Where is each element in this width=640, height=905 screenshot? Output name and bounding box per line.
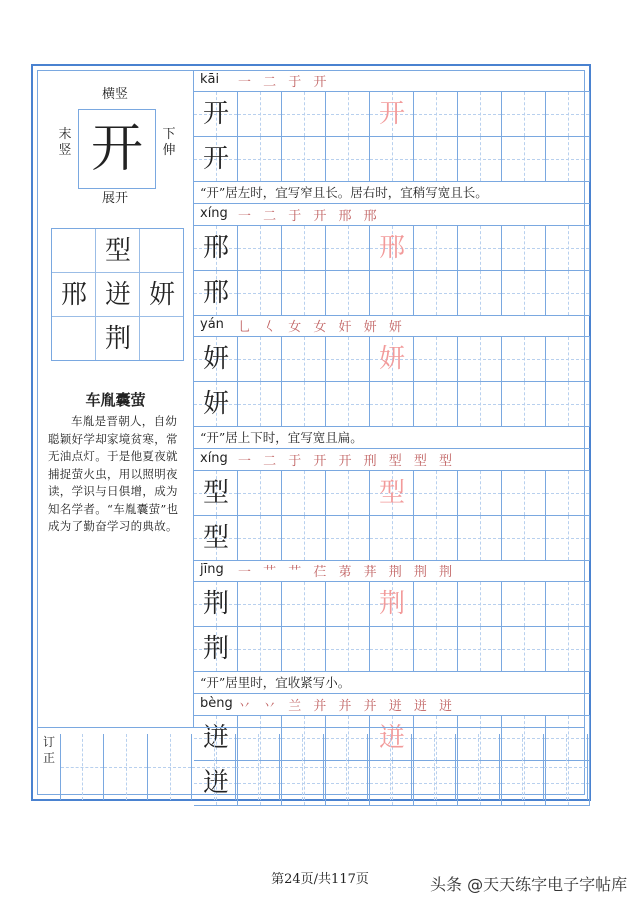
- practice-cell: [458, 471, 502, 515]
- correction-cell: [544, 734, 588, 800]
- trace-char: 型: [378, 478, 405, 508]
- practice-cell: [282, 382, 326, 426]
- practice-cell: [194, 271, 238, 315]
- practice-cell: [546, 92, 590, 136]
- practice-cell: [194, 226, 238, 270]
- practice-cell: [546, 382, 590, 426]
- label-right: 下伸: [162, 127, 176, 158]
- related-char-right: 妍: [148, 280, 175, 310]
- left-column: [38, 71, 194, 727]
- writing-row: [194, 226, 590, 271]
- practice-cell: [370, 92, 414, 136]
- model-char: 荆: [202, 634, 229, 664]
- story-text: 车胤是晋朝人，自幼聪颖好学却家境贫寒，常无油点灯。于是他夏夜就捕捉萤火虫，用以照明夜读，学识与日俱增，成为知名学者。“车胤囊萤”也成为了勤奋学习的典故。: [48, 414, 179, 533]
- practice-cell: [546, 471, 590, 515]
- trace-char: 荆: [378, 589, 405, 619]
- practice-cell: [282, 471, 326, 515]
- practice-cell: [546, 271, 590, 315]
- practice-cell: [282, 627, 326, 671]
- practice-cell: [282, 137, 326, 181]
- practice-cell: [326, 226, 370, 270]
- model-char: 邢: [202, 233, 229, 263]
- practice-cell: [502, 382, 546, 426]
- practice-cell: [370, 337, 414, 381]
- writing-note: “开”居左时，宜写窄且长。居右时，宜稍写宽且长。: [194, 182, 590, 204]
- stroke-order: 乚 𡿨 女 女 奸 妍 妍: [238, 320, 406, 335]
- practice-cell: [370, 627, 414, 671]
- trace-char: 迸: [378, 723, 405, 753]
- writing-row: [194, 337, 590, 382]
- practice-cell: [194, 627, 238, 671]
- practice-cell: [282, 92, 326, 136]
- practice-cell: [458, 226, 502, 270]
- related-char-center: 迸: [104, 280, 131, 310]
- writing-row: [194, 382, 590, 427]
- related-char-left: 邢: [60, 280, 87, 310]
- correction-cell: [412, 734, 456, 800]
- practice-cell: [414, 471, 458, 515]
- worksheet-frame: [31, 64, 591, 801]
- practice-cell: [546, 627, 590, 671]
- page-number: 第24页/共117页: [271, 872, 369, 887]
- model-char: 荆: [202, 589, 229, 619]
- pinyin: jīng: [200, 562, 224, 577]
- practice-cell: [238, 271, 282, 315]
- trace-char: 邢: [378, 233, 405, 263]
- practice-cell: [458, 92, 502, 136]
- practice-cell: [282, 337, 326, 381]
- correction-cell: [60, 734, 104, 800]
- correction-cell: [148, 734, 192, 800]
- practice-cell: [546, 582, 590, 626]
- related-char-bottom: 荆: [104, 324, 131, 354]
- practice-cell: [326, 627, 370, 671]
- related-char-top: 型: [104, 236, 131, 266]
- model-char: 妍: [202, 344, 229, 374]
- practice-cell: [370, 226, 414, 270]
- practice-cell: [414, 582, 458, 626]
- pinyin: xíng: [200, 206, 228, 221]
- practice-cell: [326, 271, 370, 315]
- practice-cell: [238, 627, 282, 671]
- trace-char: 妍: [378, 344, 405, 374]
- practice-cell: [414, 137, 458, 181]
- practice-cell: [458, 271, 502, 315]
- correction-cell: [324, 734, 368, 800]
- writing-note: “开”居上下时，宜写宽且扁。: [194, 427, 590, 449]
- practice-cell: [502, 271, 546, 315]
- stroke-order: 一 二 于 开 邢 邢: [238, 209, 381, 224]
- writing-row: [194, 516, 590, 561]
- practice-cell: [194, 92, 238, 136]
- pinyin: bèng: [200, 696, 233, 711]
- correction-cell: [500, 734, 544, 800]
- practice-cell: [194, 471, 238, 515]
- practice-cell: [326, 337, 370, 381]
- practice-cell: [458, 516, 502, 560]
- practice-cell: [238, 226, 282, 270]
- practice-cell: [326, 382, 370, 426]
- practice-cell: [502, 471, 546, 515]
- model-char: 邢: [202, 278, 229, 308]
- practice-cell: [546, 516, 590, 560]
- practice-cell: [370, 471, 414, 515]
- writing-row: [194, 627, 590, 672]
- practice-cell: [458, 582, 502, 626]
- practice-cell: [194, 382, 238, 426]
- practice-cell: [282, 226, 326, 270]
- practice-cell: [238, 337, 282, 381]
- label-top: 横竖: [102, 87, 129, 102]
- practice-cell: [238, 516, 282, 560]
- correction-row: [38, 727, 584, 794]
- practice-cell: [458, 337, 502, 381]
- practice-cell: [238, 137, 282, 181]
- correction-cell: [236, 734, 280, 800]
- practice-cell: [502, 137, 546, 181]
- practice-cell: [458, 627, 502, 671]
- writing-row: [194, 271, 590, 316]
- practice-cell: [414, 627, 458, 671]
- model-char: 开: [202, 144, 229, 174]
- practice-cell: [282, 271, 326, 315]
- practice-area: [194, 71, 590, 798]
- pinyin-row: [194, 71, 590, 92]
- model-char: 迸: [202, 768, 229, 798]
- practice-cell: [458, 137, 502, 181]
- related-chars-grid: [51, 228, 184, 361]
- watermark: 头条 @天天练字电子字帖库: [430, 875, 628, 894]
- stroke-order: 一 艹 艹 芢 苐 荓 荆 荆 荆: [238, 565, 457, 580]
- practice-cell: [414, 337, 458, 381]
- pinyin: xíng: [200, 451, 228, 466]
- trace-char: 开: [378, 99, 405, 129]
- model-char: 型: [202, 523, 229, 553]
- practice-cell: [326, 582, 370, 626]
- practice-cell: [414, 382, 458, 426]
- writing-note: “开”居里时，宜收紧写小。: [194, 672, 590, 694]
- pinyin-row: [194, 695, 590, 716]
- main-char: 开: [90, 119, 143, 179]
- practice-cell: [502, 226, 546, 270]
- practice-cell: [414, 271, 458, 315]
- practice-cell: [502, 516, 546, 560]
- writing-row: [194, 582, 590, 627]
- practice-cell: [546, 337, 590, 381]
- practice-cell: [238, 382, 282, 426]
- model-char: 型: [202, 478, 229, 508]
- practice-cell: [370, 582, 414, 626]
- pinyin: kāi: [200, 72, 220, 87]
- stroke-order: 丷 丷 兰 并 并 并 迸 迸 迸: [238, 699, 457, 714]
- stroke-order: 一 二 于 开 开 刑 型 型 型: [238, 454, 457, 469]
- pinyin-row: [194, 205, 590, 226]
- practice-cell: [502, 92, 546, 136]
- practice-cell: [326, 516, 370, 560]
- pinyin-row: [194, 561, 590, 582]
- model-char: 迸: [202, 723, 229, 753]
- label-bottom: 展开: [102, 191, 129, 206]
- model-char: 开: [202, 99, 229, 129]
- pinyin-row: [194, 316, 590, 337]
- label-left: 末竖: [58, 127, 72, 158]
- practice-cell: [370, 382, 414, 426]
- writing-row: [194, 92, 590, 137]
- correction-cell: [192, 734, 236, 800]
- correction-cell: [104, 734, 148, 800]
- practice-cell: [238, 471, 282, 515]
- practice-cell: [370, 137, 414, 181]
- writing-row: [194, 471, 590, 516]
- practice-cell: [414, 92, 458, 136]
- practice-cell: [414, 516, 458, 560]
- practice-cell: [370, 516, 414, 560]
- worksheet-inner: [37, 70, 585, 798]
- correction-cell: [368, 734, 412, 800]
- practice-cell: [282, 516, 326, 560]
- correction-cell: [456, 734, 500, 800]
- writing-row: [194, 137, 590, 182]
- practice-cell: [238, 92, 282, 136]
- practice-cell: [502, 627, 546, 671]
- practice-cell: [194, 582, 238, 626]
- story-title: 车胤囊萤: [85, 391, 146, 409]
- correction-cell: [280, 734, 324, 800]
- practice-cell: [326, 137, 370, 181]
- practice-cell: [414, 226, 458, 270]
- model-char: 妍: [202, 389, 229, 419]
- practice-cell: [326, 92, 370, 136]
- practice-cell: [502, 582, 546, 626]
- practice-cell: [194, 137, 238, 181]
- main-char-box: [78, 109, 156, 189]
- practice-cell: [194, 516, 238, 560]
- practice-cell: [502, 337, 546, 381]
- pinyin: yán: [200, 317, 224, 332]
- practice-cell: [194, 337, 238, 381]
- practice-cell: [458, 382, 502, 426]
- practice-cell: [370, 271, 414, 315]
- practice-cell: [238, 582, 282, 626]
- correction-label: 订正: [43, 735, 56, 765]
- pinyin-row: [194, 450, 590, 471]
- practice-cell: [282, 582, 326, 626]
- practice-cell: [546, 226, 590, 270]
- stroke-order: 一 二 于 开: [238, 75, 331, 90]
- practice-cell: [546, 137, 590, 181]
- practice-cell: [326, 471, 370, 515]
